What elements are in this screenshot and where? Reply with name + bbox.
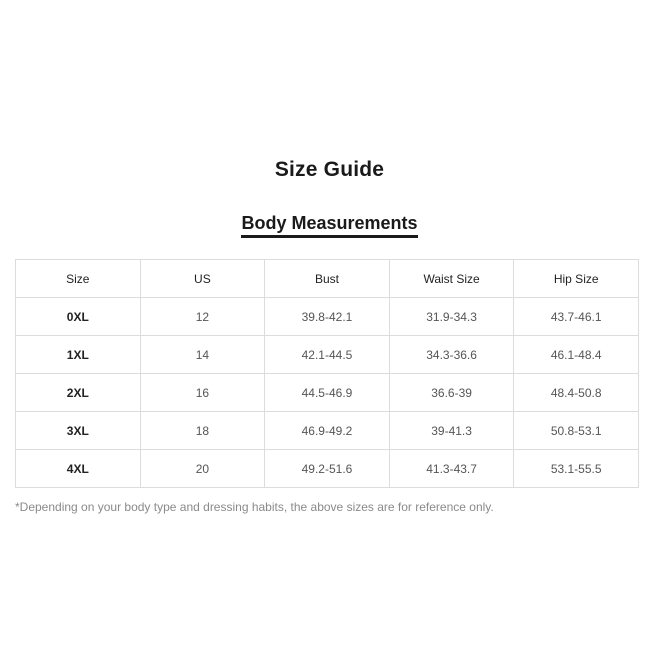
- cell-waist: 41.3-43.7: [389, 450, 514, 488]
- header-bust: Bust: [265, 260, 390, 298]
- section-subtitle: Body Measurements: [241, 213, 417, 238]
- header-us: US: [140, 260, 265, 298]
- cell-size: 2XL: [16, 374, 141, 412]
- cell-hip: 43.7-46.1: [514, 298, 639, 336]
- cell-waist: 36.6-39: [389, 374, 514, 412]
- cell-hip: 46.1-48.4: [514, 336, 639, 374]
- cell-us: 16: [140, 374, 265, 412]
- cell-hip: 53.1-55.5: [514, 450, 639, 488]
- size-table: [15, 259, 639, 488]
- cell-bust: 39.8-42.1: [265, 298, 390, 336]
- cell-size: 4XL: [16, 450, 141, 488]
- cell-bust: 49.2-51.6: [265, 450, 390, 488]
- cell-hip: 50.8-53.1: [514, 412, 639, 450]
- cell-waist: 34.3-36.6: [389, 336, 514, 374]
- page-title: Size Guide: [274, 158, 385, 181]
- table-row: [16, 298, 639, 336]
- cell-hip: 48.4-50.8: [514, 374, 639, 412]
- table-row: [16, 336, 639, 374]
- cell-bust: 44.5-46.9: [265, 374, 390, 412]
- cell-us: 12: [140, 298, 265, 336]
- cell-bust: 42.1-44.5: [265, 336, 390, 374]
- cell-us: 20: [140, 450, 265, 488]
- cell-waist: 39-41.3: [389, 412, 514, 450]
- footnote: *Depending on your body type and dressing habits, the above sizes are for reference only.: [15, 500, 494, 514]
- header-hip: Hip Size: [514, 260, 639, 298]
- cell-waist: 31.9-34.3: [389, 298, 514, 336]
- cell-size: 3XL: [16, 412, 141, 450]
- table-header-row: [16, 260, 639, 298]
- cell-size: 0XL: [16, 298, 141, 336]
- table-row: [16, 374, 639, 412]
- cell-us: 14: [140, 336, 265, 374]
- subtitle-container: [0, 213, 659, 238]
- table-row: [16, 412, 639, 450]
- table-row: [16, 450, 639, 488]
- cell-us: 18: [140, 412, 265, 450]
- cell-size: 1XL: [16, 336, 141, 374]
- header-size: Size: [16, 260, 141, 298]
- header-waist: Waist Size: [389, 260, 514, 298]
- cell-bust: 46.9-49.2: [265, 412, 390, 450]
